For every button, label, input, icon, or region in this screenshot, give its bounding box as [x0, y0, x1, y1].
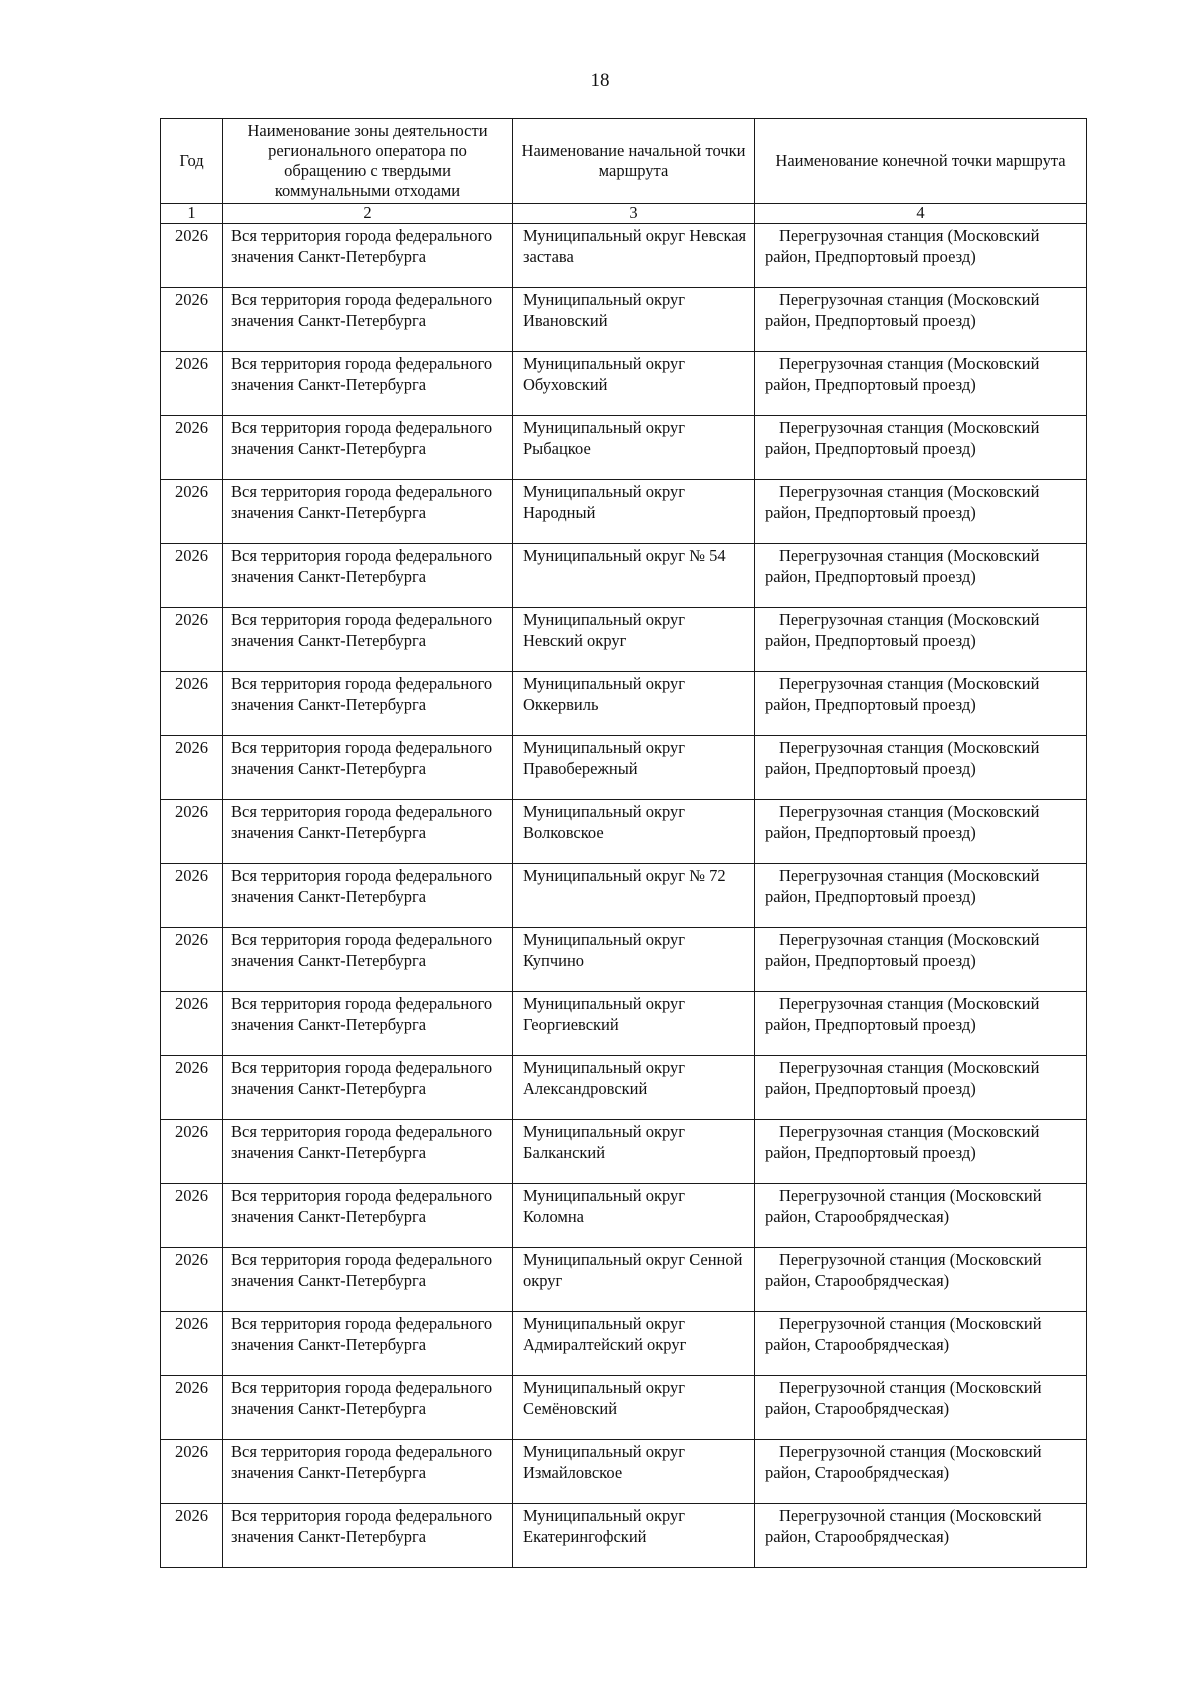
start-point-cell: Муниципальный округ Невская застава — [513, 224, 755, 288]
table-row — [161, 544, 1087, 608]
end-point-cell — [755, 416, 1087, 480]
start-point-cell: Муниципальный округ Невский округ — [513, 608, 755, 672]
end-point-line-2: район, Предпортовый проезд) — [765, 631, 976, 650]
table-row — [161, 480, 1087, 544]
year-cell: 2026 — [161, 1248, 223, 1312]
end-point-line-2: район, Предпортовый проезд) — [765, 1079, 976, 1098]
start-point-cell: Муниципальный округ Волковское — [513, 800, 755, 864]
year-cell: 2026 — [161, 672, 223, 736]
start-point-cell: Муниципальный округ Георгиевский — [513, 992, 755, 1056]
end-point-line-1: Перегрузочной станция (Московский — [779, 1314, 1042, 1333]
end-point-cell — [755, 1248, 1087, 1312]
table-row — [161, 736, 1087, 800]
year-cell: 2026 — [161, 1184, 223, 1248]
zone-cell: Вся территория города федерального значения Санкт-Петербурга — [223, 1504, 513, 1568]
table-row — [161, 224, 1087, 288]
year-cell: 2026 — [161, 864, 223, 928]
year-cell: 2026 — [161, 1056, 223, 1120]
zone-cell: Вся территория города федерального значения Санкт-Петербурга — [223, 864, 513, 928]
start-point-cell: Муниципальный округ Народный — [513, 480, 755, 544]
start-point-cell: Муниципальный округ Правобережный — [513, 736, 755, 800]
end-point-line-2: район, Старообрядческая) — [765, 1271, 950, 1290]
end-point-line-1: Перегрузочная станция (Московский — [779, 866, 1040, 885]
end-point-line-2: район, Предпортовый проезд) — [765, 503, 976, 522]
end-point-line-1: Перегрузочная станция (Московский — [779, 738, 1040, 757]
year-cell: 2026 — [161, 992, 223, 1056]
end-point-line-1: Перегрузочная станция (Московский — [779, 354, 1040, 373]
zone-cell: Вся территория города федерального значения Санкт-Петербурга — [223, 1312, 513, 1376]
column-number: 2 — [223, 204, 513, 224]
zone-cell: Вся территория города федерального значения Санкт-Петербурга — [223, 480, 513, 544]
end-point-line-1: Перегрузочной станция (Московский — [779, 1506, 1042, 1525]
table-row — [161, 1248, 1087, 1312]
end-point-line-2: район, Предпортовый проезд) — [765, 887, 976, 906]
start-point-cell: Муниципальный округ № 72 — [513, 864, 755, 928]
zone-cell: Вся территория города федерального значения Санкт-Петербурга — [223, 736, 513, 800]
end-point-line-2: район, Предпортовый проезд) — [765, 247, 976, 266]
table-row — [161, 608, 1087, 672]
end-point-cell — [755, 608, 1087, 672]
end-point-cell — [755, 480, 1087, 544]
start-point-cell: Муниципальный округ Обуховский — [513, 352, 755, 416]
end-point-cell — [755, 1376, 1087, 1440]
year-cell: 2026 — [161, 800, 223, 864]
year-cell: 2026 — [161, 736, 223, 800]
end-point-line-1: Перегрузочная станция (Московский — [779, 546, 1040, 565]
end-point-line-2: район, Предпортовый проезд) — [765, 823, 976, 842]
zone-cell: Вся территория города федерального значения Санкт-Петербурга — [223, 1120, 513, 1184]
start-point-cell: Муниципальный округ Оккервиль — [513, 672, 755, 736]
year-cell: 2026 — [161, 224, 223, 288]
end-point-line-1: Перегрузочная станция (Московский — [779, 802, 1040, 821]
end-point-line-1: Перегрузочная станция (Московский — [779, 674, 1040, 693]
year-cell: 2026 — [161, 608, 223, 672]
column-number: 4 — [755, 204, 1087, 224]
zone-cell: Вся территория города федерального значения Санкт-Петербурга — [223, 1248, 513, 1312]
end-point-line-1: Перегрузочной станция (Московский — [779, 1378, 1042, 1397]
routes-table-body — [161, 224, 1087, 1568]
zone-cell: Вся территория города федерального значения Санкт-Петербурга — [223, 672, 513, 736]
header-year: Год — [161, 119, 223, 204]
zone-cell: Вся территория города федерального значения Санкт-Петербурга — [223, 928, 513, 992]
year-cell: 2026 — [161, 1440, 223, 1504]
end-point-line-1: Перегрузочная станция (Московский — [779, 418, 1040, 437]
end-point-cell — [755, 736, 1087, 800]
end-point-line-1: Перегрузочная станция (Московский — [779, 930, 1040, 949]
year-cell: 2026 — [161, 928, 223, 992]
table-row — [161, 1376, 1087, 1440]
end-point-cell — [755, 1056, 1087, 1120]
end-point-line-2: район, Предпортовый проезд) — [765, 1015, 976, 1034]
end-point-line-2: район, Предпортовый проезд) — [765, 1143, 976, 1162]
end-point-line-1: Перегрузочной станция (Московский — [779, 1186, 1042, 1205]
zone-cell: Вся территория города федерального значения Санкт-Петербурга — [223, 288, 513, 352]
start-point-cell: Муниципальный округ Адмиралтейский округ — [513, 1312, 755, 1376]
end-point-line-2: район, Старообрядческая) — [765, 1527, 950, 1546]
table-row — [161, 1504, 1087, 1568]
end-point-cell — [755, 288, 1087, 352]
end-point-line-2: район, Старообрядческая) — [765, 1399, 950, 1418]
end-point-line-1: Перегрузочной станция (Московский — [779, 1250, 1042, 1269]
end-point-cell — [755, 1312, 1087, 1376]
end-point-cell — [755, 928, 1087, 992]
zone-cell: Вся территория города федерального значения Санкт-Петербурга — [223, 608, 513, 672]
end-point-cell — [755, 1440, 1087, 1504]
table-row — [161, 672, 1087, 736]
column-number-row — [161, 204, 1087, 224]
start-point-cell: Муниципальный округ Екатерингофский — [513, 1504, 755, 1568]
end-point-line-1: Перегрузочная станция (Московский — [779, 1058, 1040, 1077]
end-point-line-1: Перегрузочная станция (Московский — [779, 226, 1040, 245]
end-point-line-2: район, Старообрядческая) — [765, 1207, 950, 1226]
zone-cell: Вся территория города федерального значения Санкт-Петербурга — [223, 1376, 513, 1440]
table-row — [161, 864, 1087, 928]
end-point-line-2: район, Предпортовый проезд) — [765, 567, 976, 586]
table-row — [161, 416, 1087, 480]
column-number: 1 — [161, 204, 223, 224]
end-point-cell — [755, 992, 1087, 1056]
end-point-line-2: район, Предпортовый проезд) — [765, 375, 976, 394]
zone-cell: Вся территория города федерального значения Санкт-Петербурга — [223, 544, 513, 608]
table-row — [161, 1184, 1087, 1248]
end-point-line-1: Перегрузочная станция (Московский — [779, 482, 1040, 501]
page-number: 18 — [590, 70, 610, 91]
year-cell: 2026 — [161, 352, 223, 416]
table-row — [161, 992, 1087, 1056]
zone-cell: Вся территория города федерального значения Санкт-Петербурга — [223, 800, 513, 864]
year-cell: 2026 — [161, 1312, 223, 1376]
year-cell: 2026 — [161, 1120, 223, 1184]
end-point-line-2: район, Предпортовый проезд) — [765, 439, 976, 458]
end-point-cell — [755, 544, 1087, 608]
end-point-line-2: район, Старообрядческая) — [765, 1335, 950, 1354]
end-point-line-1: Перегрузочная станция (Московский — [779, 1122, 1040, 1141]
end-point-cell — [755, 1504, 1087, 1568]
table-row — [161, 288, 1087, 352]
end-point-cell — [755, 864, 1087, 928]
table-row — [161, 1120, 1087, 1184]
table-row — [161, 928, 1087, 992]
start-point-cell: Муниципальный округ Ивановский — [513, 288, 755, 352]
header-row — [161, 119, 1087, 204]
zone-cell: Вся территория города федерального значения Санкт-Петербурга — [223, 1056, 513, 1120]
header-start-point: Наименование начальной точки маршрута — [513, 119, 755, 204]
start-point-cell: Муниципальный округ Сенной округ — [513, 1248, 755, 1312]
header-zone: Наименование зоны деятельности регионального оператора по обращению с твердыми коммунальными отходами — [223, 119, 513, 204]
zone-cell: Вся территория города федерального значения Санкт-Петербурга — [223, 224, 513, 288]
end-point-cell — [755, 1120, 1087, 1184]
year-cell: 2026 — [161, 480, 223, 544]
end-point-cell — [755, 672, 1087, 736]
table-row — [161, 1056, 1087, 1120]
zone-cell: Вся территория города федерального значения Санкт-Петербурга — [223, 352, 513, 416]
zone-cell: Вся территория города федерального значения Санкт-Петербурга — [223, 1184, 513, 1248]
table-row — [161, 800, 1087, 864]
year-cell: 2026 — [161, 1504, 223, 1568]
year-cell: 2026 — [161, 544, 223, 608]
year-cell: 2026 — [161, 288, 223, 352]
end-point-line-1: Перегрузочная станция (Московский — [779, 994, 1040, 1013]
end-point-line-2: район, Старообрядческая) — [765, 1463, 950, 1482]
start-point-cell: Муниципальный округ Балканский — [513, 1120, 755, 1184]
end-point-cell — [755, 800, 1087, 864]
end-point-cell — [755, 1184, 1087, 1248]
column-number: 3 — [513, 204, 755, 224]
end-point-cell — [755, 352, 1087, 416]
start-point-cell: Муниципальный округ Семёновский — [513, 1376, 755, 1440]
end-point-line-1: Перегрузочная станция (Московский — [779, 290, 1040, 309]
header-end-point: Наименование конечной точки маршрута — [755, 119, 1087, 204]
zone-cell: Вся территория города федерального значения Санкт-Петербурга — [223, 992, 513, 1056]
table-row — [161, 1440, 1087, 1504]
start-point-cell: Муниципальный округ Александровский — [513, 1056, 755, 1120]
end-point-line-1: Перегрузочная станция (Московский — [779, 610, 1040, 629]
zone-cell: Вся территория города федерального значения Санкт-Петербурга — [223, 1440, 513, 1504]
end-point-cell — [755, 224, 1087, 288]
year-cell: 2026 — [161, 416, 223, 480]
routes-table — [160, 118, 1087, 1568]
end-point-line-2: район, Предпортовый проезд) — [765, 695, 976, 714]
end-point-line-2: район, Предпортовый проезд) — [765, 759, 976, 778]
end-point-line-1: Перегрузочной станция (Московский — [779, 1442, 1042, 1461]
start-point-cell: Муниципальный округ Коломна — [513, 1184, 755, 1248]
year-cell: 2026 — [161, 1376, 223, 1440]
table-row — [161, 1312, 1087, 1376]
end-point-line-2: район, Предпортовый проезд) — [765, 951, 976, 970]
table-row — [161, 352, 1087, 416]
start-point-cell: Муниципальный округ № 54 — [513, 544, 755, 608]
end-point-line-2: район, Предпортовый проезд) — [765, 311, 976, 330]
zone-cell: Вся территория города федерального значения Санкт-Петербурга — [223, 416, 513, 480]
start-point-cell: Муниципальный округ Измайловское — [513, 1440, 755, 1504]
start-point-cell: Муниципальный округ Рыбацкое — [513, 416, 755, 480]
start-point-cell: Муниципальный округ Купчино — [513, 928, 755, 992]
